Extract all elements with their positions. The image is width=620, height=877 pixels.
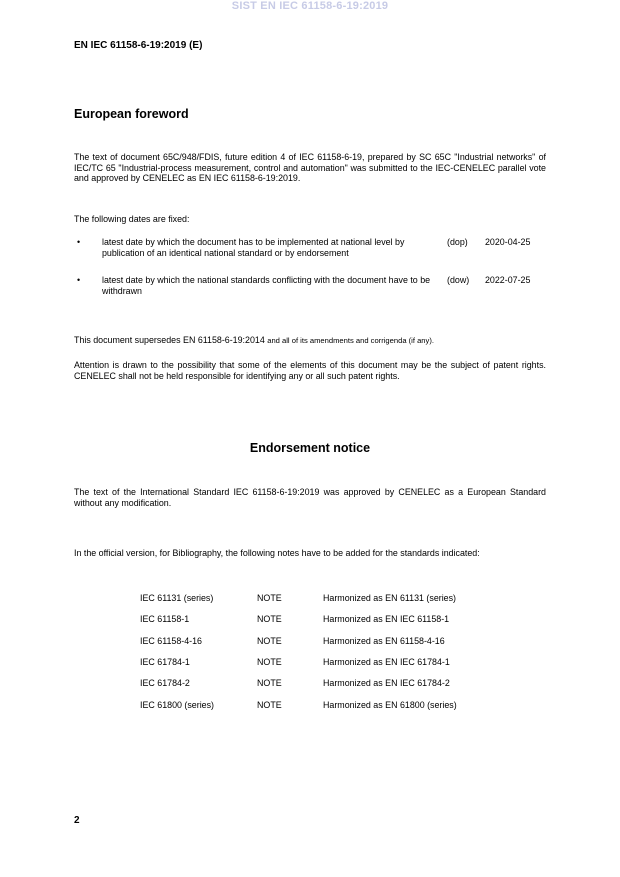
note-text: Harmonized as EN IEC 61784-1 [323, 657, 450, 667]
supersedes-main: This document supersedes EN 61158-6-19:2014 [74, 335, 265, 345]
date-item-date: 2022-07-25 [485, 275, 531, 285]
endorsement-text: The text of the International Standard IEC 61158-6-19:2019 was approved by CENELEC as a European Standard without any modification. [74, 487, 546, 508]
page-number: 2 [74, 815, 80, 826]
note-standard: IEC 61784-2 [140, 678, 190, 688]
note-standard: IEC 61158-4-16 [140, 636, 202, 646]
foreword-heading: European foreword [74, 107, 189, 121]
note-text: Harmonized as EN 61800 (series) [323, 700, 457, 710]
supersedes-paragraph [74, 335, 546, 347]
document-id: EN IEC 61158-6-19:2019 (E) [74, 40, 203, 51]
note-row [140, 636, 560, 648]
note-row [140, 657, 560, 669]
date-item-text: latest date by which the national standards conflicting with the document have to be withdrawn [102, 275, 431, 296]
note-standard: IEC 61784-1 [140, 657, 190, 667]
watermark: SIST EN IEC 61158-6-19:2019 [231, 0, 389, 12]
note-label: NOTE [257, 657, 282, 667]
note-text: Harmonized as EN IEC 61784-2 [323, 678, 450, 688]
note-row [140, 678, 560, 690]
note-label: NOTE [257, 636, 282, 646]
note-label: NOTE [257, 700, 282, 710]
attention-paragraph: Attention is drawn to the possibility that some of the elements of this document may be the subject of patent rights. CENELEC shall not be held responsible for identifying any or all such patent rights. [74, 360, 546, 381]
date-item-abbr: (dop) [447, 237, 468, 247]
dates-intro: The following dates are fixed: [74, 214, 190, 224]
note-label: NOTE [257, 593, 282, 603]
supersedes-small: and all of its amendments and corrigenda (if any). [267, 336, 434, 345]
note-label: NOTE [257, 614, 282, 624]
date-item-abbr: (dow) [447, 275, 470, 285]
bullet-marker: • [77, 237, 81, 247]
foreword-intro: The text of document 65C/948/FDIS, future edition 4 of IEC 61158-6-19, prepared by SC 65C "Industrial networks" of IEC/TC 65 "Industrial-process measurement, control and automation" was submitted to the IEC-CENELEC parallel vote and approved by CENELEC as EN IEC 61158-6-19:2019. [74, 152, 546, 184]
note-text: Harmonized as EN 61158-4-16 [323, 636, 445, 646]
date-item-date: 2020-04-25 [485, 237, 531, 247]
endorsement-heading: Endorsement notice [249, 441, 371, 455]
note-text: Harmonized as EN IEC 61158-1 [323, 614, 450, 624]
bibliography-intro: In the official version, for Bibliography, the following notes have to be added for the standards indicated: [74, 548, 480, 558]
note-text: Harmonized as EN 61131 (series) [323, 593, 457, 603]
note-row [140, 700, 560, 712]
date-item-text: latest date by which the document has to be implemented at national level by publication of an identical national standard or by endorsement [102, 237, 405, 258]
note-row [140, 614, 560, 626]
note-label: NOTE [257, 678, 282, 688]
bullet-marker: • [77, 275, 81, 285]
note-row [140, 593, 560, 605]
note-standard: IEC 61158-1 [140, 614, 190, 624]
note-standard: IEC 61131 (series) [140, 593, 214, 603]
note-standard: IEC 61800 (series) [140, 700, 214, 710]
